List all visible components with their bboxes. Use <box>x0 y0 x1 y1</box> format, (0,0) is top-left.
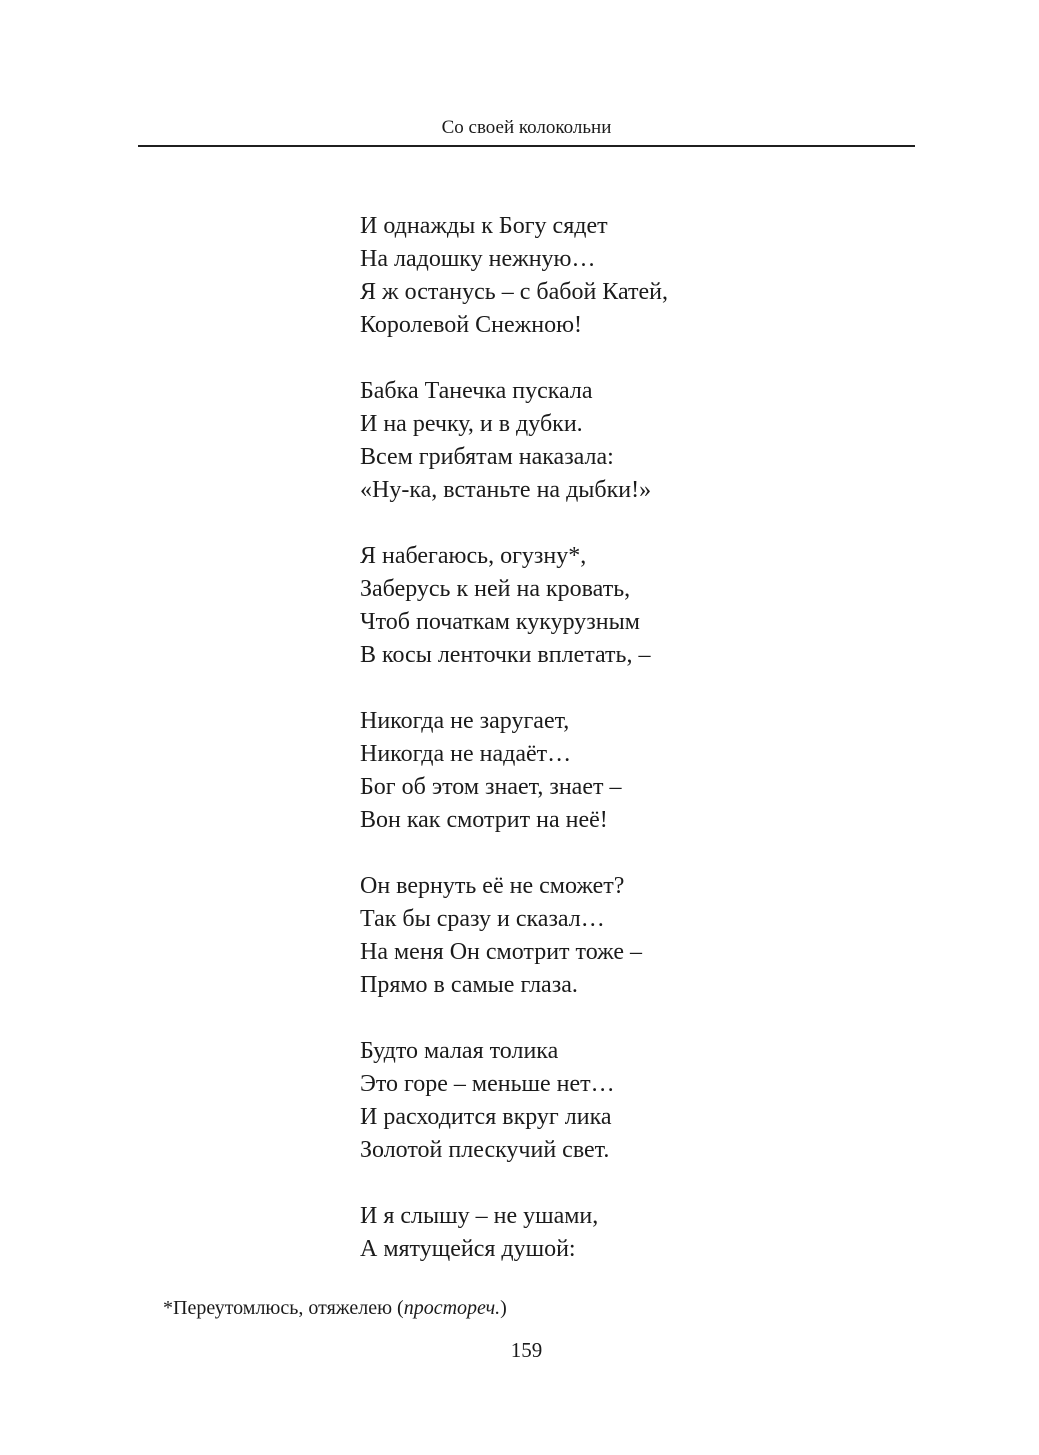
stanza <box>360 375 668 507</box>
stanza <box>360 1200 668 1266</box>
stanza <box>360 210 668 342</box>
poem-line: Всем грибятам наказала: <box>360 444 614 470</box>
poem-line: Будто малая толика <box>360 1038 559 1064</box>
poem-line: Так бы сразу и сказал… <box>360 906 605 932</box>
footnote-close-paren: ) <box>500 1297 507 1319</box>
header-rule <box>138 145 915 147</box>
poem-line: Вон как смотрит на неё! <box>360 807 608 833</box>
running-header-title: Со своей колокольни <box>441 117 612 138</box>
poem-line: Это горе – меньше нет… <box>360 1071 615 1097</box>
poem-line: Прямо в самые глаза. <box>360 972 578 998</box>
poem-line: На меня Он смотрит тоже – <box>360 939 643 965</box>
poem-line: В косы ленточки вплетать, – <box>360 642 651 668</box>
poem-line: И расходится вкруг лика <box>360 1104 612 1130</box>
poem-line: Золотой плескучий свет. <box>360 1137 610 1163</box>
stanza <box>360 705 668 837</box>
poem-line: Чтоб початкам кукурузным <box>360 609 640 635</box>
poem-line: Я набегаюсь, огузну*, <box>360 543 587 569</box>
poem-line: И я слышу – не ушами, <box>360 1203 599 1229</box>
footnote-text: *Переутомлюсь, отяжелею ( <box>163 1297 404 1319</box>
footnote-term: простореч. <box>403 1297 501 1319</box>
running-header <box>138 117 915 147</box>
poem-line: Никогда не надаёт… <box>360 741 572 767</box>
poem-line: А мятущейся душой: <box>360 1236 576 1262</box>
page-number: 159 <box>510 1338 543 1362</box>
stanza <box>360 1035 668 1167</box>
stanza <box>360 870 668 1002</box>
poem-line: И однажды к Богу сядет <box>360 213 608 239</box>
poem-line: Он вернуть её не сможет? <box>360 873 625 899</box>
poem-line: На ладошку нежную… <box>360 246 596 272</box>
footnote <box>163 1296 507 1320</box>
poem <box>360 210 668 1266</box>
poem-line: «Ну-ка, встаньте на дыбки!» <box>360 477 652 503</box>
poem-line: Я ж останусь – с бабой Катей, <box>360 279 668 305</box>
poem-line: Заберусь к ней на кровать, <box>360 576 631 602</box>
poem-line: Бабка Танечка пускала <box>360 378 593 404</box>
poem-line: И на речку, и в дубки. <box>360 411 583 437</box>
poem-line: Королевой Снежною! <box>360 312 582 338</box>
stanza <box>360 540 668 672</box>
poem-line: Никогда не заругает, <box>360 708 570 734</box>
poem-line: Бог об этом знает, знает – <box>360 774 622 800</box>
